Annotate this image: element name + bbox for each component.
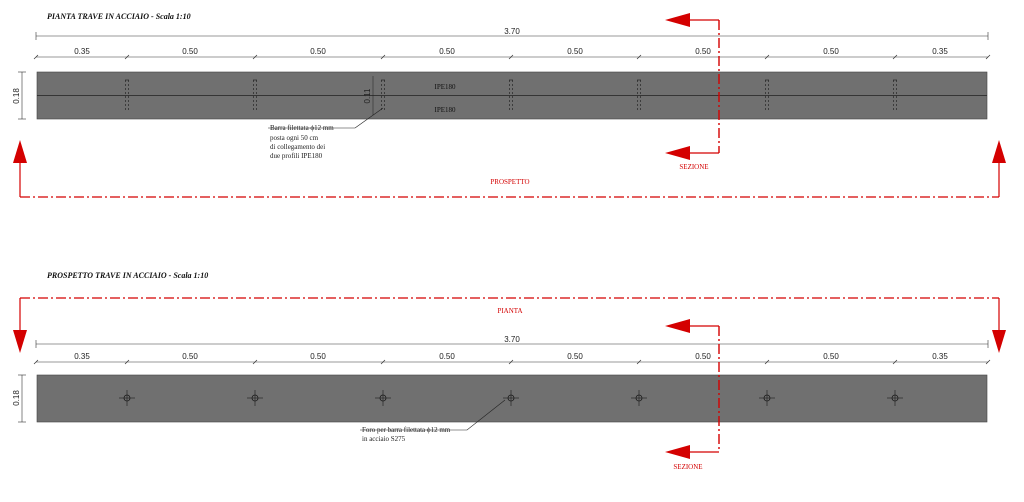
elev-seg-1: 0.35: [74, 352, 90, 361]
plan-view-label: PROSPETTO: [490, 178, 530, 186]
plan-note-line-2: posta ogni 50 cm: [270, 134, 319, 142]
elevation-title: PROSPETTO TRAVE IN ACCIAIO - Scala 1:10: [47, 271, 209, 280]
elev-seg-6: 0.50: [695, 352, 711, 361]
plan-seg-2: 0.50: [182, 47, 198, 56]
plan-seg-3: 0.50: [310, 47, 326, 56]
elev-seg-5: 0.50: [567, 352, 583, 361]
elev-beam: [37, 375, 987, 422]
elev-section-label: SEZIONE: [673, 463, 703, 471]
elev-view-label: PIANTA: [497, 307, 523, 315]
plan-section-arrow-bottom: [665, 146, 690, 160]
elev-section-arrow-top: [665, 319, 690, 333]
elev-note-line-2: in acciaio S275: [362, 435, 406, 443]
elev-seg-3: 0.50: [310, 352, 326, 361]
elev-total-dim: 3.70: [504, 335, 520, 344]
plan-seg-8: 0.35: [932, 47, 948, 56]
plan-seg-4: 0.50: [439, 47, 455, 56]
plan-section-arrow-top: [665, 13, 690, 27]
plan-title: PIANTA TRAVE IN ACCIAIO - Scala 1:10: [47, 12, 191, 21]
plan-note-line-3: di collegamento dei: [270, 143, 326, 151]
plan-seg-6: 0.50: [695, 47, 711, 56]
plan-half-height-dim: 0.11: [363, 88, 372, 104]
elev-seg-4: 0.50: [439, 352, 455, 361]
plan-profile-top-label: IPE180: [434, 83, 456, 91]
plan-view-arrow-left: [13, 140, 27, 163]
elev-section-arrow-bottom: [665, 445, 690, 459]
plan-note-line-4: due profili IPE180: [270, 152, 323, 160]
plan-note-line-1: Barra filettata ϕ12 mm: [270, 124, 334, 132]
plan-profile-bottom-label: IPE180: [434, 106, 456, 114]
plan-seg-5: 0.50: [567, 47, 583, 56]
elev-view-arrow-right: [992, 330, 1006, 353]
plan-section-label: SEZIONE: [679, 163, 709, 171]
elev-seg-8: 0.35: [932, 352, 948, 361]
plan-seg-7: 0.50: [823, 47, 839, 56]
elev-note-line-1: Foro per barra filettata ϕ12 mm: [362, 426, 451, 434]
plan-seg-1: 0.35: [74, 47, 90, 56]
elev-view-arrow-left: [13, 330, 27, 353]
elev-seg-7: 0.50: [823, 352, 839, 361]
plan-total-dim: 3.70: [504, 27, 520, 36]
plan-view-arrow-right: [992, 140, 1006, 163]
plan-height-dim: 0.18: [12, 88, 21, 104]
elev-seg-2: 0.50: [182, 352, 198, 361]
elev-height-dim: 0.18: [12, 390, 21, 406]
